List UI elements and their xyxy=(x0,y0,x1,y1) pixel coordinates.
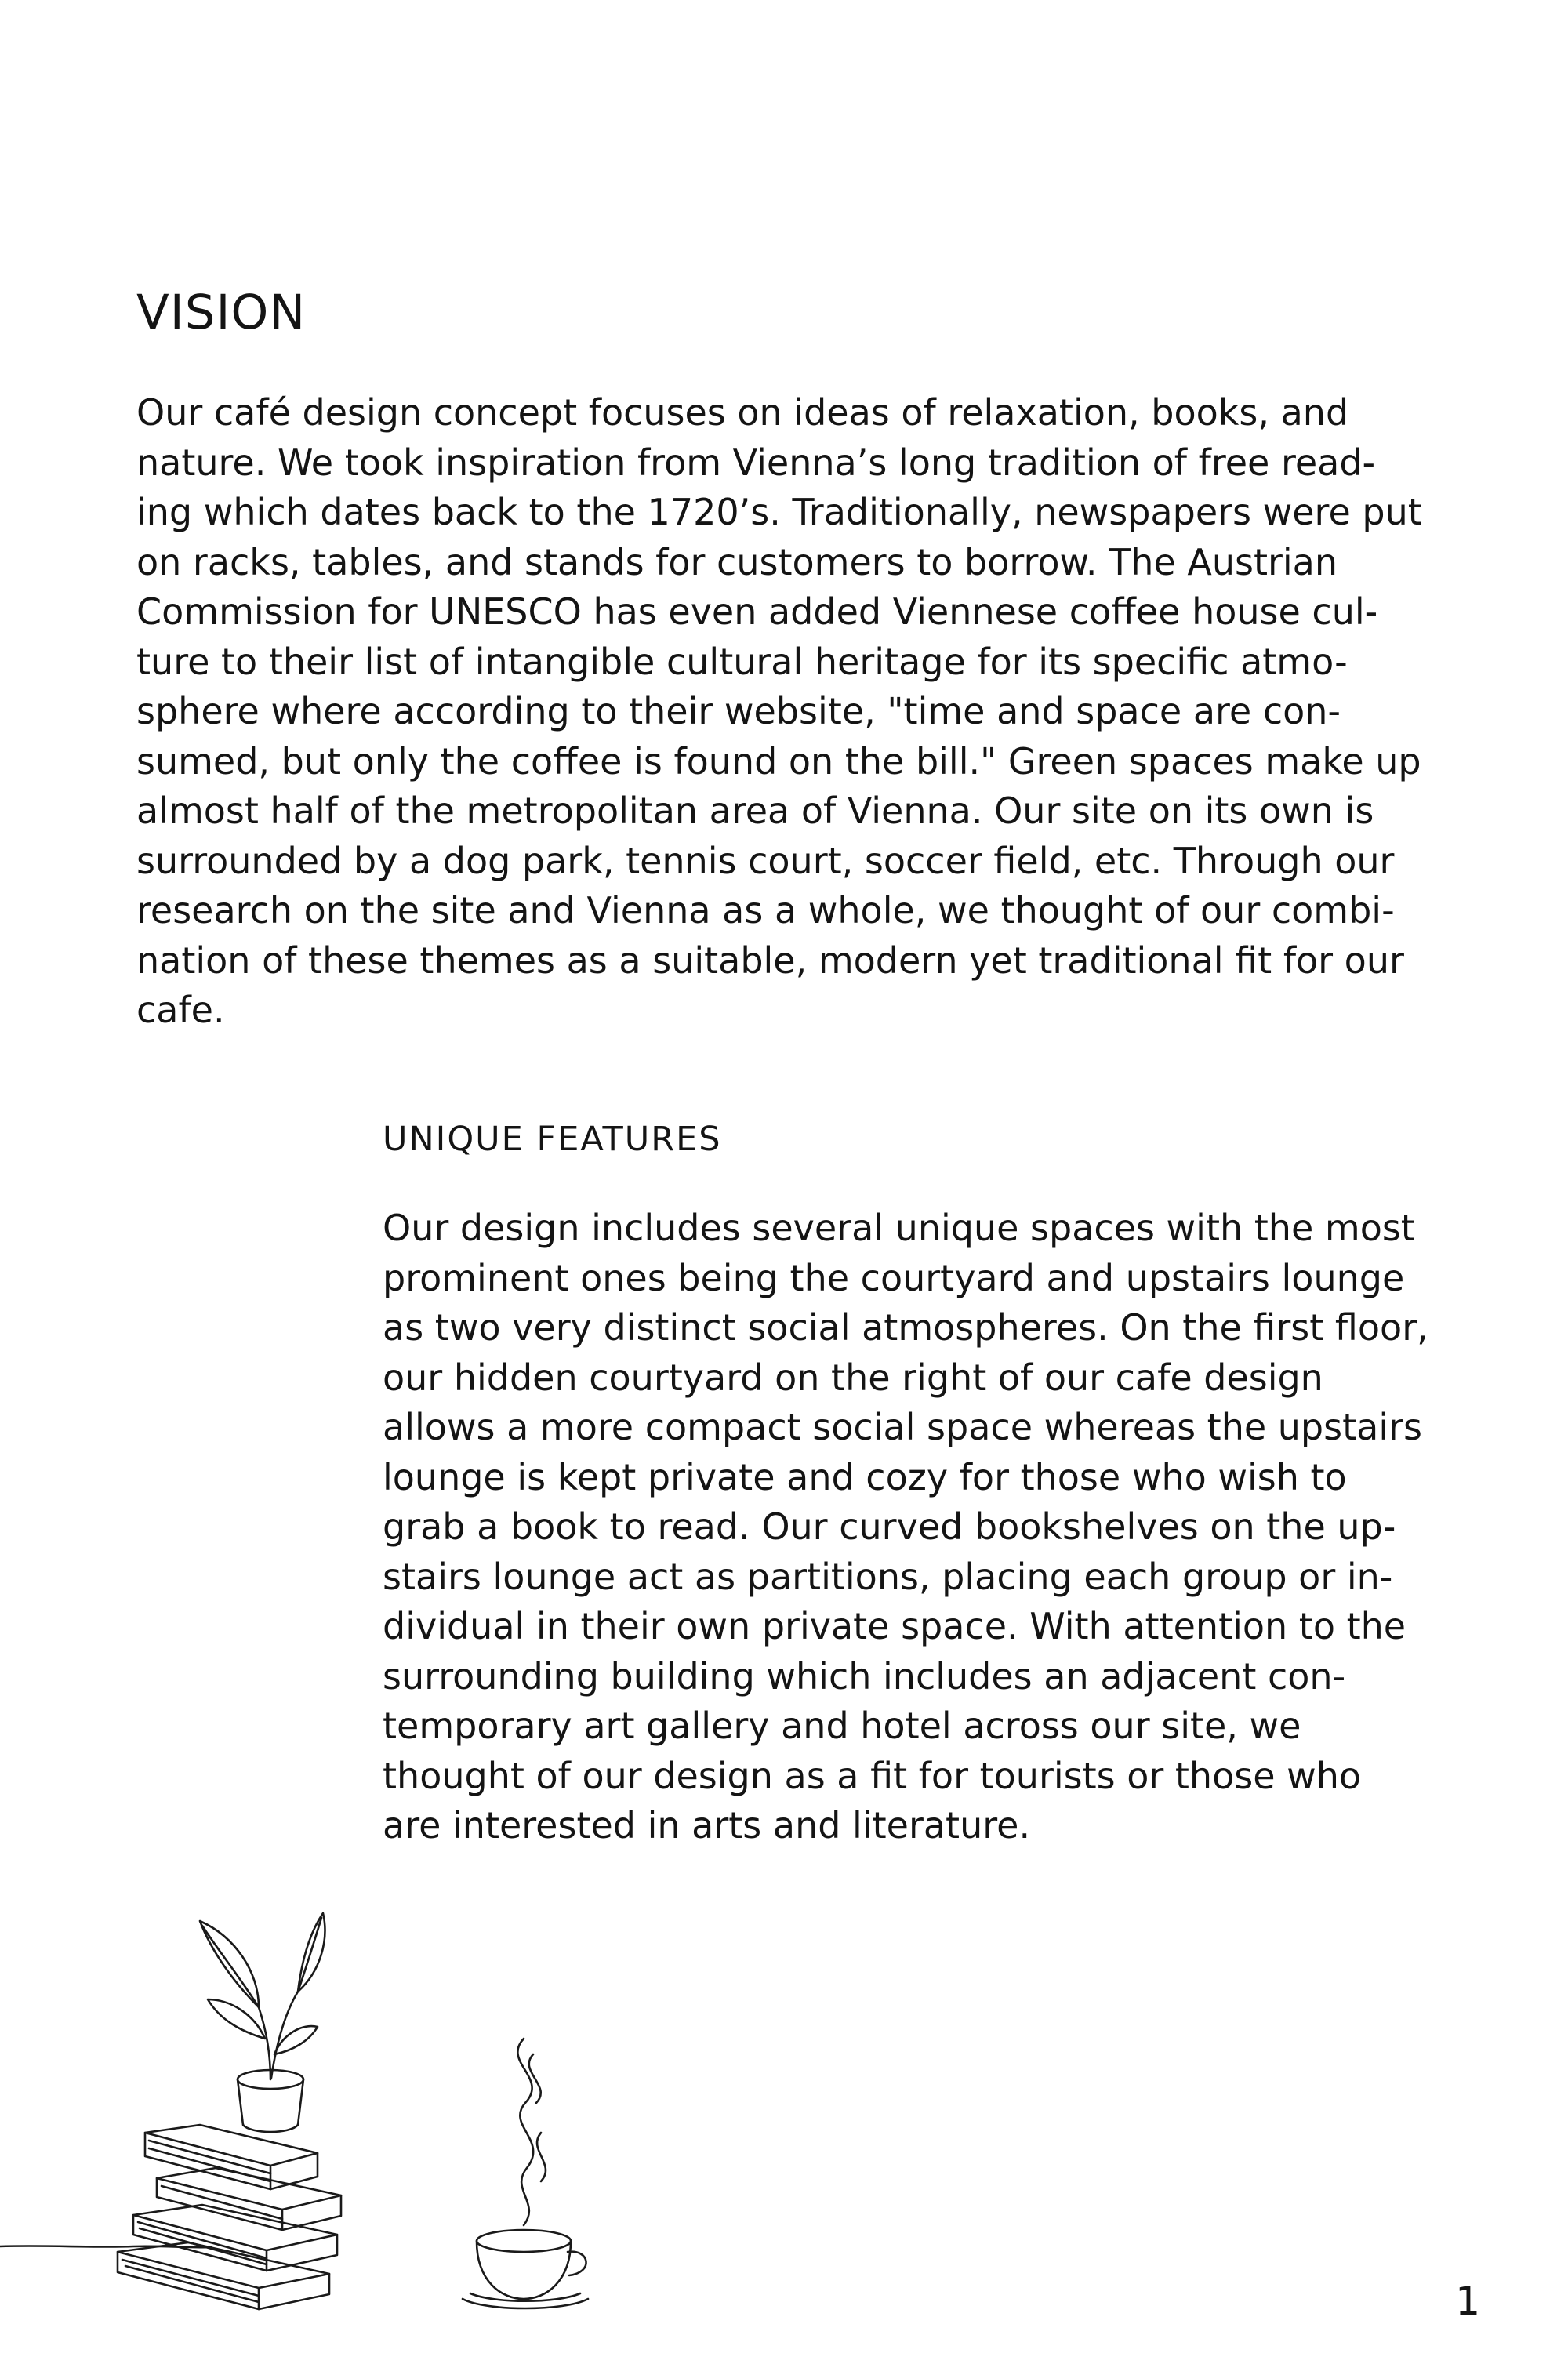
vision-line: ture to their list of intangible cultural heritage for its specific atmo- xyxy=(136,640,1348,683)
vision-line: ing which dates back to the 1720’s. Traditionally, newspapers were put xyxy=(136,491,1422,533)
features-line: are interested in arts and literature. xyxy=(383,1804,1031,1847)
vision-line: cafe. xyxy=(136,989,225,1031)
vision-line: surrounded by a dog park, tennis court, soccer field, etc. Through our xyxy=(136,839,1395,882)
book-second-icon xyxy=(133,2205,337,2271)
vision-line: sphere where according to their website, "time and space are con- xyxy=(136,690,1341,732)
steam-icon xyxy=(517,2039,546,2225)
unique-features-paragraph xyxy=(383,1204,1449,1851)
features-line: prominent ones being the courtyard and upstairs lounge xyxy=(383,1256,1405,1299)
vision-line: nation of these themes as a suitable, modern yet traditional fit for our xyxy=(136,939,1404,982)
features-line: our hidden courtyard on the right of our cafe design xyxy=(383,1356,1323,1399)
vision-line: sumed, but only the coffee is found on the bill." Green spaces make up xyxy=(136,739,1421,783)
unique-features-heading: UNIQUE FEATURES xyxy=(383,1120,722,1159)
features-line: surrounding building which includes an adjacent con- xyxy=(383,1654,1346,1698)
features-line: allows a more compact social space whereas the upstairs xyxy=(383,1406,1422,1448)
plant-leaves-icon xyxy=(200,1913,325,2079)
vision-heading: VISION xyxy=(136,285,307,340)
page-number: 1 xyxy=(1455,2279,1480,2324)
coffee-cup-icon xyxy=(463,2230,588,2308)
features-line: Our design includes several unique spaces with the most xyxy=(383,1207,1415,1249)
features-line: stairs lounge act as partitions, placing each group or in- xyxy=(383,1555,1393,1598)
features-line: as two very distinct social atmospheres. On the first floor, xyxy=(383,1306,1428,1349)
features-line: temporary art gallery and hotel across our site, we xyxy=(383,1705,1301,1747)
book-top-icon xyxy=(145,2125,318,2189)
features-line: grab a book to read. Our curved bookshelves on the up- xyxy=(383,1505,1396,1548)
features-line: dividual in their own private space. With attention to the xyxy=(383,1605,1406,1647)
vision-line: Commission for UNESCO has even added Viennese coffee house cul- xyxy=(136,590,1378,633)
vision-line: nature. We took inspiration from Vienna’s long tradition of free read- xyxy=(136,441,1376,484)
vision-line: almost half of the metropolitan area of Vienna. Our site on its own is xyxy=(136,790,1374,832)
books-plant-coffee-line-drawing-icon xyxy=(0,1897,627,2352)
vision-paragraph xyxy=(136,388,1438,1036)
vision-line: research on the site and Vienna as a whole, we thought of our combi- xyxy=(136,889,1395,931)
features-line: lounge is kept private and cozy for those who wish to xyxy=(383,1455,1347,1498)
vision-line: on racks, tables, and stands for customers to borrow. The Austrian xyxy=(136,540,1338,583)
vision-line: Our café design concept focuses on ideas of relaxation, books, and xyxy=(136,391,1349,434)
features-line: thought of our design as a fit for tourists or those who xyxy=(383,1754,1362,1797)
